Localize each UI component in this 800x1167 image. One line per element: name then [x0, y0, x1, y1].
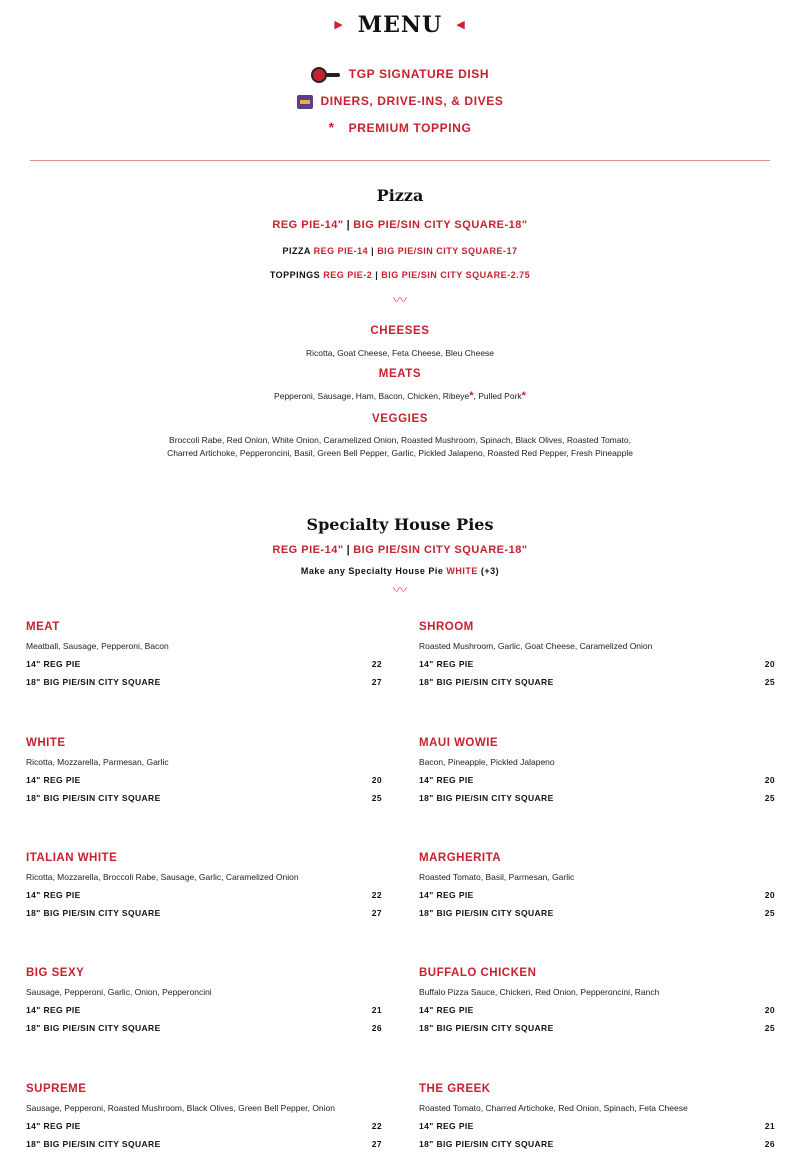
pie-item: [26, 967, 382, 1033]
pie-item: [26, 737, 382, 803]
diners-logo-icon: [297, 95, 313, 109]
pie-price-row-big: [419, 793, 775, 803]
pie-item: [419, 1083, 775, 1149]
pie-price-row-reg: [419, 1121, 775, 1131]
pie-name: MAUI WOWIE: [419, 737, 499, 749]
specialty-sizes: REG PIE-14" | BIG PIE/SIN CITY SQUARE-18": [272, 544, 528, 556]
size-label: 18" BIG PIE/SIN CITY SQUARE: [26, 677, 161, 687]
pizza-price-line: PIZZA REG PIE-14 | BIG PIE/SIN CITY SQUARE-17: [282, 246, 518, 256]
pie-description: Roasted Mushroom, Garlic, Goat Cheese, Caramelized Onion: [419, 641, 653, 651]
price: 21: [764, 1121, 775, 1131]
pie-name: BIG SEXY: [26, 967, 85, 979]
pie-name: SHROOM: [419, 621, 474, 633]
meats-list: [0, 390, 800, 403]
pie-item: [26, 852, 382, 918]
pie-price-row-big: [26, 1139, 382, 1149]
triangle-left-icon: ◀: [456, 17, 466, 31]
size-label: 18" BIG PIE/SIN CITY SQUARE: [419, 793, 554, 803]
size-label: 14" REG PIE: [26, 1005, 81, 1015]
price: 25: [764, 793, 775, 803]
price: 20: [764, 659, 775, 669]
price: 27: [371, 1139, 382, 1149]
price: 20: [371, 775, 382, 785]
pie-description: Ricotta, Mozzarella, Parmesan, Garlic: [26, 757, 169, 767]
pie-description: Meatball, Sausage, Pepperoni, Bacon: [26, 641, 169, 651]
pie-description: Bacon, Pineapple, Pickled Jalapeno: [419, 757, 555, 767]
wave-divider-icon: 〰: [393, 583, 407, 599]
pie-price-row-big: [419, 677, 775, 687]
price: 27: [371, 908, 382, 918]
size-label: 14" REG PIE: [419, 1121, 474, 1131]
cheeses-list: Ricotta, Goat Cheese, Feta Cheese, Bleu Cheese: [305, 348, 495, 358]
pie-price-row-big: [26, 908, 382, 918]
price: 22: [371, 890, 382, 900]
size-label: 14" REG PIE: [26, 659, 81, 669]
pie-name: MARGHERITA: [419, 852, 502, 864]
pie-name: ITALIAN WHITE: [26, 852, 118, 864]
price: 20: [764, 1005, 775, 1015]
legend-premium-label: PREMIUM TOPPING: [348, 121, 472, 135]
meats-heading: MEATS: [378, 368, 422, 380]
pie-name: SUPREME: [26, 1083, 87, 1095]
pie-description: Buffalo Pizza Sauce, Chicken, Red Onion, Pepperoncini, Ranch: [419, 987, 660, 997]
price: 25: [764, 677, 775, 687]
menu-title: [0, 12, 800, 38]
pie-price-row-reg: [26, 659, 382, 669]
price: 27: [371, 677, 382, 687]
pie-item: [419, 737, 775, 803]
pie-price-row-reg: [419, 775, 775, 785]
pie-item: [419, 621, 775, 687]
specialty-note: [0, 566, 800, 576]
meats-list-part2: , Pulled Pork: [473, 391, 522, 401]
meats-list-part1: Pepperoni, Sausage, Ham, Bacon, Chicken, Ribeye: [274, 391, 470, 401]
pizza-line-reg: REG PIE-14: [313, 246, 369, 256]
pizza-sizes: REG PIE-14" | BIG PIE/SIN CITY SQUARE-18": [272, 219, 528, 231]
pie-price-row-reg: [419, 1005, 775, 1015]
size-label: 14" REG PIE: [26, 1121, 81, 1131]
price: 20: [764, 890, 775, 900]
pie-price-row-big: [419, 1023, 775, 1033]
price: 26: [764, 1139, 775, 1149]
size-label: 14" REG PIE: [419, 775, 474, 785]
price: 22: [371, 659, 382, 669]
size-label: 18" BIG PIE/SIN CITY SQUARE: [26, 1023, 161, 1033]
legend-ddd: [0, 94, 800, 109]
pizza-line-big: BIG PIE/SIN CITY SQUARE-17: [377, 246, 518, 256]
premium-asterisk-icon: *: [469, 390, 474, 402]
legend-premium: [0, 119, 800, 135]
pie-name: WHITE: [26, 737, 66, 749]
size-label: 14" REG PIE: [26, 890, 81, 900]
pie-item: [419, 852, 775, 918]
size-label: 18" BIG PIE/SIN CITY SQUARE: [26, 908, 161, 918]
price: 25: [371, 793, 382, 803]
size-label: 14" REG PIE: [419, 1005, 474, 1015]
pie-price-row-reg: [26, 890, 382, 900]
price: 22: [371, 1121, 382, 1131]
pie-item: [419, 967, 775, 1033]
pie-price-row-reg: [26, 775, 382, 785]
menu-title-text: MENU: [357, 12, 443, 38]
pie-name: THE GREEK: [419, 1083, 491, 1095]
pie-item: [26, 1083, 382, 1149]
toppings-line-reg: REG PIE-2: [323, 270, 373, 280]
pizza-size-big: BIG PIE/SIN CITY SQUARE-18": [353, 219, 528, 231]
pie-name: BUFFALO CHICKEN: [419, 967, 537, 979]
pie-price-row-big: [26, 1023, 382, 1033]
pie-price-row-reg: [419, 890, 775, 900]
size-label: 14" REG PIE: [419, 659, 474, 669]
cheeses-heading: CHEESES: [370, 325, 430, 337]
price: 25: [764, 908, 775, 918]
pizza-size-reg: REG PIE-14": [272, 219, 344, 231]
size-label: 14" REG PIE: [26, 775, 81, 785]
toppings-line-big: BIG PIE/SIN CITY SQUARE-2.75: [381, 270, 531, 280]
pizza-title: Pizza: [376, 186, 424, 205]
pie-item: [26, 621, 382, 687]
pie-price-row-big: [419, 908, 775, 918]
specialty-note-pre: Make any Specialty House Pie: [300, 566, 447, 576]
pie-price-row-big: [419, 1139, 775, 1149]
veggies-list: [0, 434, 800, 460]
pan-icon: [311, 67, 341, 83]
pie-price-row-reg: [419, 659, 775, 669]
size-label: 18" BIG PIE/SIN CITY SQUARE: [419, 677, 554, 687]
toppings-price-line: TOPPINGS REG PIE-2 | BIG PIE/SIN CITY SQUARE-2.75: [269, 270, 531, 280]
veggies-line-2: Charred Artichoke, Pepperoncini, Basil, Green Bell Pepper, Garlic, Pickled Jalapeno, Roasted Red Pepper, Fresh Pineapple: [167, 448, 633, 458]
asterisk-icon: *: [328, 119, 335, 135]
legend-signature: [0, 67, 800, 83]
price: 26: [371, 1023, 382, 1033]
pie-description: Ricotta, Mozzarella, Broccoli Rabe, Sausage, Garlic, Caramelized Onion: [26, 872, 299, 882]
legend-signature-label: TGP SIGNATURE DISH: [348, 67, 490, 82]
pie-price-row-big: [26, 677, 382, 687]
size-label: 18" BIG PIE/SIN CITY SQUARE: [419, 908, 554, 918]
price: 25: [764, 1023, 775, 1033]
triangle-right-icon: ▶: [334, 17, 344, 31]
pie-description: Sausage, Pepperoni, Garlic, Onion, Pepperoncini: [26, 987, 212, 997]
pie-description: Roasted Tomato, Charred Artichoke, Red Onion, Spinach, Feta Cheese: [419, 1103, 688, 1113]
specialty-title: Specialty House Pies: [306, 515, 494, 534]
pie-price-row-reg: [26, 1121, 382, 1131]
specialty-size-reg: REG PIE-14": [272, 544, 344, 556]
specialty-note-white: WHITE: [446, 566, 478, 576]
size-label: 18" BIG PIE/SIN CITY SQUARE: [26, 793, 161, 803]
veggies-line-1: Broccoli Rabe, Red Onion, White Onion, Caramelized Onion, Roasted Mushroom, Spinach, Black Olives, Roasted Tomato,: [169, 435, 631, 445]
size-label: 18" BIG PIE/SIN CITY SQUARE: [419, 1023, 554, 1033]
veggies-heading: VEGGIES: [372, 413, 428, 425]
size-label: 14" REG PIE: [419, 890, 474, 900]
price: 20: [764, 775, 775, 785]
size-label: 18" BIG PIE/SIN CITY SQUARE: [26, 1139, 161, 1149]
pie-name: MEAT: [26, 621, 60, 633]
size-label: 18" BIG PIE/SIN CITY SQUARE: [419, 1139, 554, 1149]
pizza-line-label: PIZZA: [282, 246, 311, 256]
price: 21: [371, 1005, 382, 1015]
premium-asterisk-icon: *: [521, 390, 526, 402]
pie-description: Sausage, Pepperoni, Roasted Mushroom, Black Olives, Green Bell Pepper, Onion: [26, 1103, 336, 1113]
pie-price-row-reg: [26, 1005, 382, 1015]
pie-price-row-big: [26, 793, 382, 803]
wave-divider-icon: 〰: [393, 293, 407, 309]
legend-ddd-label: DINERS, DRIVE-INS, & DIVES: [320, 94, 504, 108]
toppings-line-label: TOPPINGS: [269, 270, 321, 280]
specialty-size-big: BIG PIE/SIN CITY SQUARE-18": [353, 544, 528, 556]
header-divider: [30, 160, 770, 161]
pie-description: Roasted Tomato, Basil, Parmesan, Garlic: [419, 872, 575, 882]
specialty-note-post: (+3): [477, 566, 500, 576]
